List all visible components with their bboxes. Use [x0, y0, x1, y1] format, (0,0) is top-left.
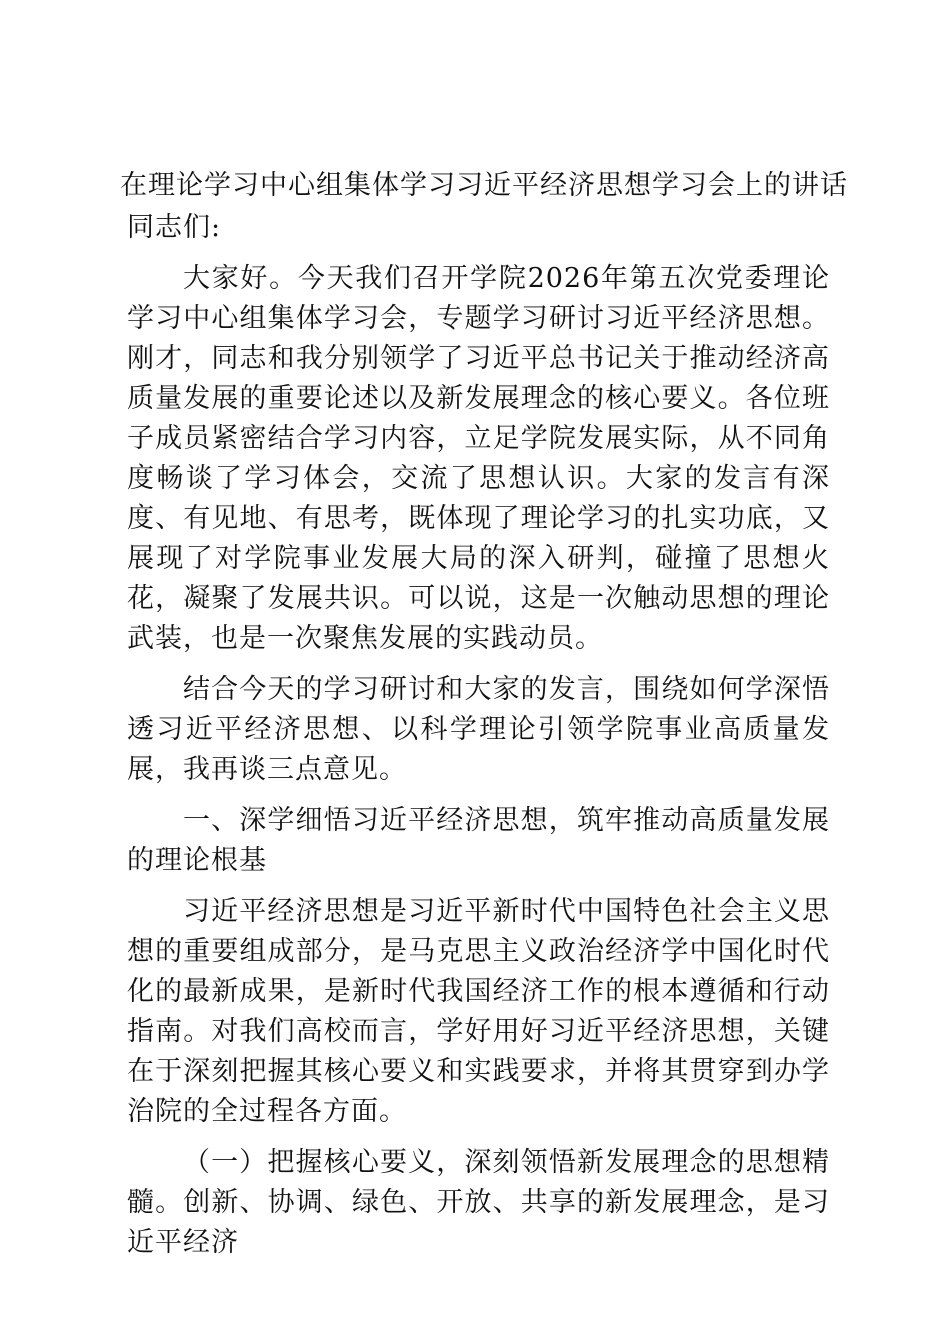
paragraph-opening: 大家好。今天我们召开学院2026年第五次党委理论学习中心组集体学习会，专题学习研讨习近平经济思想。刚才，同志和我分别领学了习近平总书记关于推动经济高质量发展的重要论述以及新发展理念的核心要义。各位班子成员紧密结合学习内容，立足学院发展实际，从不同角度畅谈了学习体会，交流了思想认识。大家的发言有深度、有见地、有思考，既体现了理论学习的扎实功底，又展现了对学院事业发展大局的深入研判，碰撞了思想火花，凝聚了发展共识。可以说，这是一次触动思想的理论武装，也是一次聚焦发展的实践动员。 [127, 263, 830, 654]
paragraph-section-1: 习近平经济思想是习近平新时代中国特色社会主义思想的重要组成部分，是马克思主义政治经济学中国化时代化的最新成果，是新时代我国经济工作的根本遵循和行动指南。对我们高校而言，学好用好习近平经济思想，关键在于深刻把握其核心要义和实践要求，并将其贯穿到办学治院的全过程各方面。 [127, 896, 830, 1127]
paragraph-transition: 结合今天的学习研讨和大家的发言，围绕如何学深悟透习近平经济思想、以科学理论引领学院事业高质量发展，我再谈三点意见。 [127, 674, 830, 785]
paragraph-subsection-1: （一）把握核心要义，深刻领悟新发展理念的思想精髓。创新、协调、绿色、开放、共享的新发展理念，是习近平经济 [127, 1147, 830, 1258]
document-body [127, 208, 830, 1274]
section-heading-1: 一、深学细悟习近平经济思想，筑牢推动高质量发展的理论根基 [127, 805, 830, 876]
greeting: 同志们: [127, 212, 222, 243]
document-title: 在理论学习中心组集体学习习近平经济思想学习会上的讲话 [120, 170, 848, 201]
